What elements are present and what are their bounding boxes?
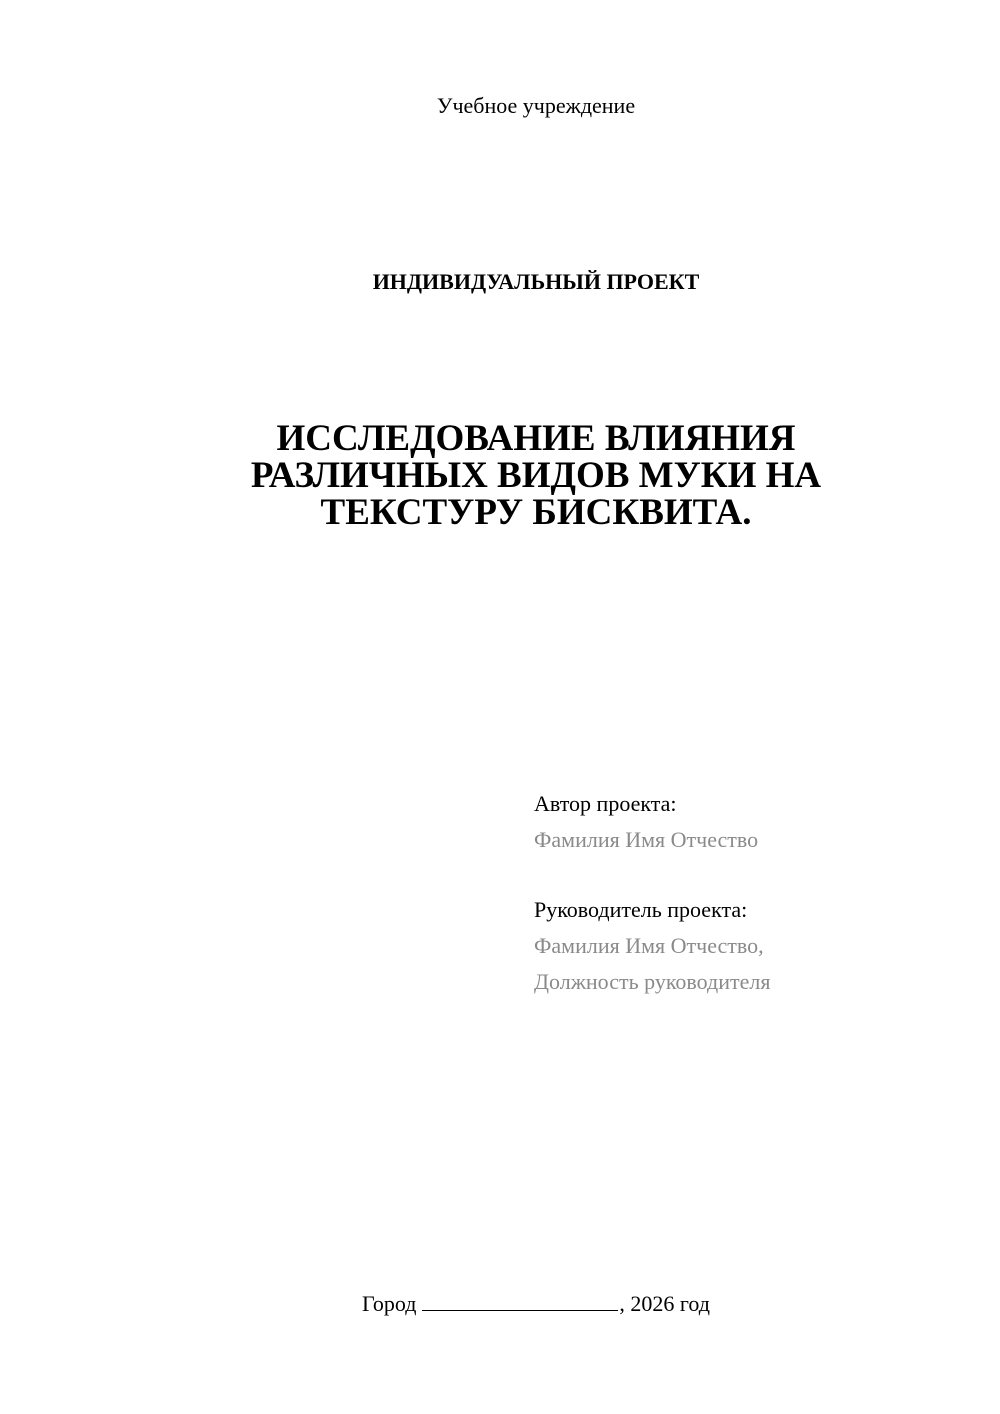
project-title-line-1: ИССЛЕДОВАНИЕ ВЛИЯНИЯ <box>276 418 796 459</box>
institution-name: Учебное учреждение <box>436 93 636 118</box>
supervisor-name-placeholder: Фамилия Имя Отчество, <box>534 933 764 958</box>
author-label: Автор проекта: <box>534 791 677 816</box>
city-blank-line <box>422 1292 618 1311</box>
year-text: , 2026 год <box>619 1291 710 1316</box>
supervisor-position-placeholder: Должность руководителя <box>534 969 771 994</box>
author-block <box>534 786 974 858</box>
project-title-line-3: ТЕКСТУРУ БИСКВИТА. <box>320 492 752 533</box>
supervisor-label: Руководитель проекта: <box>534 897 748 922</box>
city-label: Город <box>362 1291 417 1316</box>
author-name-placeholder: Фамилия Имя Отчество <box>534 827 759 852</box>
project-title <box>200 420 872 531</box>
project-type-heading: ИНДИВИДУАЛЬНЫЙ ПРОЕКТ <box>372 269 700 294</box>
supervisor-block <box>534 892 974 1000</box>
city-year-line <box>0 1290 1000 1318</box>
project-title-line-2: РАЗЛИЧНЫХ ВИДОВ МУКИ НА <box>250 455 822 496</box>
